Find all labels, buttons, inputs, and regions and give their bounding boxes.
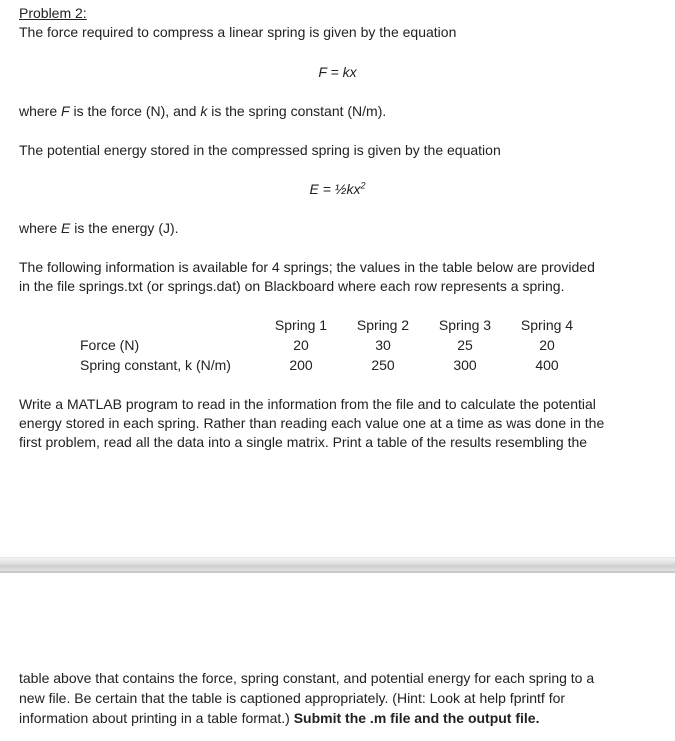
task-line-1: Write a MATLAB program to read in the information from the file and to calculate the potential [19, 396, 596, 412]
task-line-3: first problem, read all the data into a single matrix. Print a table of the results resembling the [19, 434, 588, 450]
table-cell: 250 [371, 357, 395, 373]
table-row-label: Spring constant, k (N/m) [80, 357, 231, 373]
table-cell: 20 [539, 337, 555, 353]
intro-text: The force required to compress a linear spring is given by the equation [19, 24, 457, 40]
submit-instruction: Submit the .m file and the output file. [293, 710, 540, 726]
info-line-1: The following information is available for 4 springs; the values in the table below are provided [19, 259, 595, 275]
table-row-label: Force (N) [80, 337, 140, 353]
problem-heading: Problem 2: [19, 5, 87, 21]
continuation-line-3: information about printing in a table format.) Submit the .m file and the output file. [19, 710, 540, 726]
table-cell: 30 [375, 337, 391, 353]
equation-force: F = kx [318, 64, 357, 80]
table-cell: 300 [453, 357, 477, 373]
table-cell: 200 [289, 357, 313, 373]
equation-energy: $E = \frac{1}{2}kx^2$ [309, 180, 366, 197]
page-break-line [0, 571, 675, 573]
table-header-spring-3: Spring 3 [438, 317, 492, 333]
table-cell: 25 [457, 337, 473, 353]
where-energy-text: where E is the energy (J). [19, 220, 179, 236]
continuation-line-2: new file. Be certain that the table is captioned appropriately. (Hint: Look at help fprintf for [19, 690, 566, 706]
page-break-band [0, 557, 675, 572]
energy-intro-text: The potential energy stored in the compressed spring is given by the equation [19, 142, 501, 158]
info-line-2: in the file springs.txt (or springs.dat) on Blackboard where each row represents a spring. [19, 278, 565, 294]
table-cell: 400 [535, 357, 559, 373]
table-header-spring-1: Spring 1 [274, 317, 328, 333]
where-force-text: where F is the force (N), and k is the spring constant (N/m). [19, 103, 387, 119]
table-cell: 20 [293, 337, 309, 353]
table-header-spring-2: Spring 2 [356, 317, 410, 333]
continuation-line-1: table above that contains the force, spring constant, and potential energy for each spring to a [19, 670, 595, 686]
table-header-spring-4: Spring 4 [520, 317, 574, 333]
task-line-2: energy stored in each spring. Rather than reading each value one at a time as was done in the [19, 415, 605, 431]
